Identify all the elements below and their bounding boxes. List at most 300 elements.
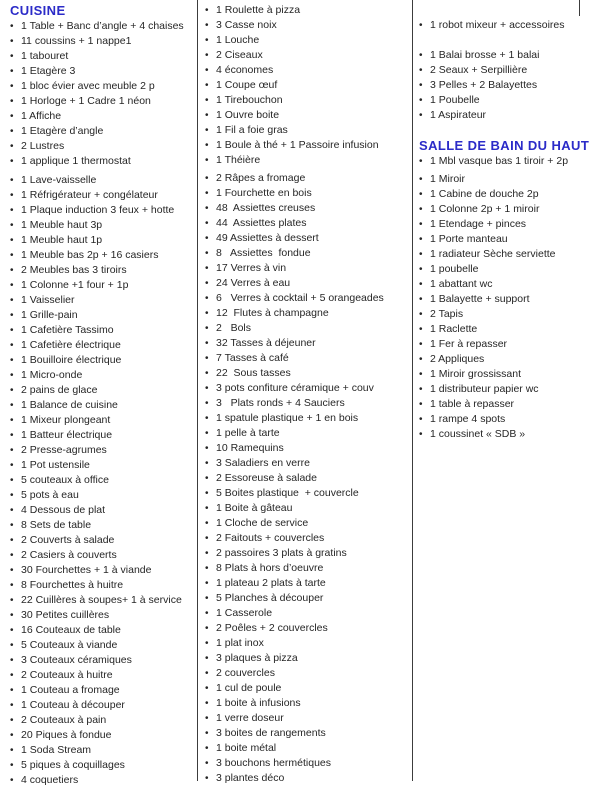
bullet-icon: •: [419, 234, 423, 245]
list-item: [205, 138, 409, 153]
bullet-icon: •: [205, 125, 209, 136]
bullet-icon: •: [10, 685, 14, 696]
bullet-icon: •: [419, 369, 423, 380]
list-item: [10, 218, 194, 233]
list-item: [10, 488, 194, 503]
list-item-text: 1 boite à infusions: [216, 697, 301, 709]
list-item: [205, 681, 409, 696]
list-item-text: 1 Porte manteau: [430, 233, 508, 245]
list-item: [10, 713, 194, 728]
bullet-icon: •: [205, 518, 209, 529]
list-item-text: 1 Fil a foie gras: [216, 124, 288, 136]
list-item-text: 1 Meuble bas 2p + 16 casiers: [21, 249, 159, 261]
column-divider: [197, 0, 198, 781]
list-item: [10, 428, 194, 443]
list-item-text: 1 boite métal: [216, 742, 277, 754]
list-item-text: 1 Poubelle: [430, 94, 480, 106]
list-item: [10, 668, 194, 683]
bullet-icon: •: [10, 81, 14, 92]
list-item: [419, 232, 601, 247]
list-item: [205, 576, 409, 591]
bullet-icon: •: [419, 339, 423, 350]
bullet-icon: •: [205, 503, 209, 514]
list-item: [205, 531, 409, 546]
bullet-icon: •: [10, 520, 14, 531]
list-item-text: 4 Dessous de plat: [21, 504, 106, 516]
list-item-text: 1 Table + Banc d’angle + 4 chaises: [21, 20, 184, 32]
list-item: [419, 382, 601, 397]
bullet-icon: •: [205, 308, 209, 319]
bullet-icon: •: [205, 20, 209, 31]
list-item: [10, 623, 194, 638]
list-item-text: 11 coussins + 1 nappe1: [21, 35, 132, 47]
list-item: [10, 698, 194, 713]
list-item-text: 1 Cloche de service: [216, 517, 309, 529]
list-item: [419, 108, 601, 123]
list-item-text: 1 Cafetière électrique: [21, 339, 121, 351]
list-item: [205, 63, 409, 78]
list-item-text: 1 Mbl vasque bas 1 tiroir + 2p: [430, 155, 569, 167]
list-item-text: 7 Tasses à café: [216, 352, 289, 364]
list-item: [205, 666, 409, 681]
bullet-icon: •: [10, 460, 14, 471]
list-item-text: 1 Boite à gâteau: [216, 502, 293, 514]
list-item-text: 1 radiateur Sèche serviette: [430, 248, 556, 260]
bullet-icon: •: [205, 728, 209, 739]
list-item-text: 2 Bols: [216, 322, 252, 334]
table-border-stub: [579, 0, 580, 16]
list-item-text: 1 Colonne +1 four + 1p: [21, 279, 129, 291]
list-item-text: 2 Ciseaux: [216, 49, 263, 61]
list-item: [205, 621, 409, 636]
bullet-icon: •: [205, 428, 209, 439]
list-item-text: 2 Seaux + Serpillière: [430, 64, 528, 76]
bullet-icon: •: [10, 715, 14, 726]
bullet-icon: •: [419, 264, 423, 275]
bullet-icon: •: [10, 610, 14, 621]
bullet-icon: •: [419, 174, 423, 185]
bullet-icon: •: [205, 683, 209, 694]
list-item: [10, 323, 194, 338]
bullet-icon: •: [205, 293, 209, 304]
bullet-icon: •: [10, 310, 14, 321]
bullet-icon: •: [10, 550, 14, 561]
list-item-text: 1 Etagère 3: [21, 65, 76, 77]
bullet-icon: •: [10, 66, 14, 77]
list-item: [205, 3, 409, 18]
list-item: [205, 771, 409, 786]
list-item: [10, 548, 194, 563]
bullet-icon: •: [10, 156, 14, 167]
list-item: [205, 306, 409, 321]
bullet-icon: •: [10, 280, 14, 291]
list-item: [419, 292, 601, 307]
list-item: [10, 94, 194, 109]
list-item: [419, 18, 601, 33]
list-item-text: 1 Mixeur plongeant: [21, 414, 111, 426]
list-item: [205, 456, 409, 471]
bullet-icon: •: [205, 35, 209, 46]
list-item-text: 2 Appliques: [430, 353, 485, 365]
list-item-text: 1 verre doseur: [216, 712, 284, 724]
list-item: [205, 351, 409, 366]
list-item: [205, 261, 409, 276]
list-item-text: 3 Casse noix: [216, 19, 277, 31]
list-item-text: 49 Assiettes à dessert: [216, 232, 319, 244]
list-item-text: 2 Couverts à salade: [21, 534, 115, 546]
bullet-icon: •: [205, 593, 209, 604]
list-item: [205, 741, 409, 756]
section-header: SALLE DE BAIN DU HAUT: [419, 138, 590, 153]
bullet-icon: •: [205, 443, 209, 454]
bullet-icon: •: [10, 760, 14, 771]
bullet-icon: •: [205, 578, 209, 589]
list-item-text: 1 Raclette: [430, 323, 478, 335]
list-item: [10, 203, 194, 218]
bullet-icon: •: [419, 324, 423, 335]
list-item-text: 6 Verres à cocktail + 5 orangeades: [216, 292, 384, 304]
list-item: [205, 291, 409, 306]
bullet-icon: •: [205, 95, 209, 106]
list-item: [10, 518, 194, 533]
list-item: [10, 293, 194, 308]
list-item-text: 1 spatule plastique + 1 en bois: [216, 412, 359, 424]
bullet-icon: •: [10, 370, 14, 381]
bullet-icon: •: [205, 638, 209, 649]
bullet-icon: •: [205, 5, 209, 16]
list-item: [205, 696, 409, 711]
list-item-text: 1 tabouret: [21, 50, 69, 62]
list-item: [205, 501, 409, 516]
list-item-text: 8 Sets de table: [21, 519, 92, 531]
list-item-text: 2 Râpes a fromage: [216, 172, 306, 184]
bullet-icon: •: [10, 250, 14, 261]
list-item-text: 5 piques à coquillages: [21, 759, 125, 771]
list-item-text: 1 rampe 4 spots: [430, 413, 506, 425]
list-item-text: 1 Etagère d’angle: [21, 125, 104, 137]
list-item-text: 1 Etendage + pinces: [430, 218, 527, 230]
bullet-icon: •: [10, 430, 14, 441]
bullet-icon: •: [205, 65, 209, 76]
bullet-icon: •: [10, 36, 14, 47]
list-item-text: 1 Cabine de douche 2p: [430, 188, 539, 200]
bullet-icon: •: [205, 758, 209, 769]
list-item-text: 1 Fer à repasser: [430, 338, 508, 350]
list-item-text: 1 Coupe œuf: [216, 79, 278, 91]
list-item: [10, 503, 194, 518]
bullet-icon: •: [10, 775, 14, 786]
list-item-text: 5 Planches à découper: [216, 592, 324, 604]
list-item: [10, 758, 194, 773]
list-item: [419, 187, 601, 202]
bullet-icon: •: [205, 698, 209, 709]
bullet-icon: •: [205, 263, 209, 274]
list-item: [10, 653, 194, 668]
bullet-icon: •: [205, 188, 209, 199]
list-item: [10, 139, 194, 154]
list-item-text: 1 Balai brosse + 1 balai: [430, 49, 540, 61]
blank-line: [419, 3, 601, 18]
list-item-text: 1 plat inox: [216, 637, 264, 649]
list-item: [205, 216, 409, 231]
bullet-icon: •: [419, 279, 423, 290]
bullet-icon: •: [419, 309, 423, 320]
bullet-icon: •: [10, 325, 14, 336]
list-item-text: 1 Meuble haut 3p: [21, 219, 103, 231]
list-item: [205, 78, 409, 93]
list-item-text: 4 coquetiers: [21, 774, 79, 786]
list-item-text: 1 Meuble haut 1p: [21, 234, 103, 246]
list-item: [205, 18, 409, 33]
list-item: [10, 383, 194, 398]
list-item: [205, 48, 409, 63]
list-item: [10, 368, 194, 383]
bullet-icon: •: [419, 80, 423, 91]
list-item: [419, 247, 601, 262]
bullet-icon: •: [10, 400, 14, 411]
list-item: [419, 367, 601, 382]
list-item: [205, 33, 409, 48]
list-item-text: 5 Couteaux à viande: [21, 639, 118, 651]
list-item: [10, 473, 194, 488]
list-item-text: 2 Presse-agrumes: [21, 444, 107, 456]
list-item-text: 1 Horloge + 1 Cadre 1 néon: [21, 95, 151, 107]
bullet-icon: •: [205, 50, 209, 61]
list-item: [10, 109, 194, 124]
list-item: [10, 233, 194, 248]
list-item-text: 1 cul de poule: [216, 682, 282, 694]
bullet-icon: •: [205, 398, 209, 409]
list-item: [419, 412, 601, 427]
list-item-text: 24 Verres à eau: [216, 277, 291, 289]
bullet-icon: •: [205, 563, 209, 574]
bullet-icon: •: [10, 205, 14, 216]
list-item: [10, 308, 194, 323]
list-item: [10, 338, 194, 353]
list-item: [10, 263, 194, 278]
list-item-text: 3 plaques à pizza: [216, 652, 298, 664]
list-item: [419, 427, 601, 442]
list-item: [419, 93, 601, 108]
bullet-icon: •: [205, 203, 209, 214]
bullet-icon: •: [10, 96, 14, 107]
bullet-icon: •: [10, 580, 14, 591]
bullet-icon: •: [205, 338, 209, 349]
list-item: [205, 321, 409, 336]
list-item-text: 8 Plats à hors d’oeuvre: [216, 562, 324, 574]
bullet-icon: •: [10, 535, 14, 546]
bullet-icon: •: [10, 340, 14, 351]
list-item-text: 1 table à repasser: [430, 398, 515, 410]
list-item: [205, 486, 409, 501]
list-item-text: 1 Plaque induction 3 feux + hotte: [21, 204, 175, 216]
list-item: [10, 608, 194, 623]
list-item-text: 2 Couteaux à pain: [21, 714, 107, 726]
list-item: [205, 246, 409, 261]
list-item: [10, 173, 194, 188]
column-divider: [412, 0, 413, 781]
list-item-text: 1 Colonne 2p + 1 miroir: [430, 203, 540, 215]
bullet-icon: •: [205, 233, 209, 244]
inventory-column-cuisine-2: [205, 3, 409, 786]
bullet-icon: •: [419, 399, 423, 410]
list-item-text: 1 Couteau a fromage: [21, 684, 120, 696]
bullet-icon: •: [419, 110, 423, 121]
bullet-icon: •: [205, 458, 209, 469]
list-item: [10, 154, 194, 169]
list-item-text: 32 Tasses à déjeuner: [216, 337, 316, 349]
list-item-text: 1 Balayette + support: [430, 293, 530, 305]
list-item-text: 1 Pot ustensile: [21, 459, 90, 471]
bullet-icon: •: [205, 80, 209, 91]
bullet-icon: •: [205, 533, 209, 544]
list-item-text: 1 Miroir grossissant: [430, 368, 522, 380]
list-item-text: 2 Faitouts + couvercles: [216, 532, 325, 544]
bullet-icon: •: [10, 565, 14, 576]
list-item: [10, 773, 194, 788]
list-item: [205, 756, 409, 771]
list-item-text: 3 plantes déco: [216, 772, 285, 784]
bullet-icon: •: [10, 265, 14, 276]
list-item: [205, 591, 409, 606]
bullet-icon: •: [10, 235, 14, 246]
list-item-text: 1 Affiche: [21, 110, 62, 122]
list-item: [419, 217, 601, 232]
bullet-icon: •: [10, 126, 14, 137]
list-item-text: 2 Tapis: [430, 308, 464, 320]
list-item: [10, 64, 194, 79]
bullet-icon: •: [419, 156, 423, 167]
bullet-icon: •: [205, 488, 209, 499]
list-item-text: 30 Fourchettes + 1 à viande: [21, 564, 152, 576]
list-item-text: 3 boites de rangements: [216, 727, 326, 739]
list-item-text: 3 Saladiers en verre: [216, 457, 310, 469]
bullet-icon: •: [205, 548, 209, 559]
list-item: [10, 638, 194, 653]
bullet-icon: •: [205, 110, 209, 121]
list-item-text: 2 passoires 3 plats à gratins: [216, 547, 347, 559]
list-item: [419, 262, 601, 277]
list-item: [419, 154, 601, 169]
list-item-text: 2 Essoreuse à salade: [216, 472, 317, 484]
blank-line: [419, 123, 601, 138]
bullet-icon: •: [419, 384, 423, 395]
list-item-text: 2 Poêles + 2 couvercles: [216, 622, 328, 634]
bullet-icon: •: [10, 295, 14, 306]
bullet-icon: •: [10, 445, 14, 456]
list-item-text: 48 Assiettes creuses: [216, 202, 316, 214]
list-item-text: 1 abattant wc: [430, 278, 493, 290]
list-item: [205, 411, 409, 426]
list-item: [10, 19, 194, 34]
list-item: [10, 413, 194, 428]
list-item-text: 3 pots confiture céramique + couv: [216, 382, 374, 394]
list-item: [205, 561, 409, 576]
bullet-icon: •: [205, 608, 209, 619]
list-item: [205, 546, 409, 561]
blank-line: [419, 33, 601, 48]
list-item: [10, 728, 194, 743]
list-item: [205, 93, 409, 108]
list-item: [10, 353, 194, 368]
list-item: [10, 683, 194, 698]
bullet-icon: •: [205, 713, 209, 724]
list-item: [419, 172, 601, 187]
list-item-text: 1 poubelle: [430, 263, 479, 275]
bullet-icon: •: [10, 595, 14, 606]
bullet-icon: •: [10, 175, 14, 186]
list-item: [205, 336, 409, 351]
bullet-icon: •: [205, 413, 209, 424]
list-item: [10, 124, 194, 139]
list-item-text: 1 robot mixeur + accessoires: [430, 19, 565, 31]
list-item-text: 2 Casiers à couverts: [21, 549, 117, 561]
list-item: [205, 726, 409, 741]
list-item-text: 8 Assiettes fondue: [216, 247, 311, 259]
list-item: [205, 123, 409, 138]
list-item: [10, 458, 194, 473]
list-item: [205, 231, 409, 246]
list-item-text: 8 Fourchettes à huitre: [21, 579, 124, 591]
bullet-icon: •: [419, 65, 423, 76]
bullet-icon: •: [10, 505, 14, 516]
list-item: [10, 34, 194, 49]
bullet-icon: •: [419, 354, 423, 365]
bullet-icon: •: [205, 653, 209, 664]
bullet-icon: •: [419, 249, 423, 260]
bullet-icon: •: [419, 20, 423, 31]
bullet-icon: •: [419, 204, 423, 215]
bullet-icon: •: [205, 278, 209, 289]
list-item-text: 30 Petites cuillères: [21, 609, 110, 621]
bullet-icon: •: [419, 189, 423, 200]
bullet-icon: •: [10, 220, 14, 231]
bullet-icon: •: [10, 640, 14, 651]
bullet-icon: •: [10, 355, 14, 366]
list-item: [205, 711, 409, 726]
bullet-icon: •: [419, 414, 423, 425]
list-item: [419, 307, 601, 322]
bullet-icon: •: [205, 323, 209, 334]
list-item: [205, 606, 409, 621]
bullet-icon: •: [419, 429, 423, 440]
list-item-text: 1 Grille-pain: [21, 309, 78, 321]
bullet-icon: •: [419, 95, 423, 106]
bullet-icon: •: [10, 475, 14, 486]
bullet-icon: •: [205, 773, 209, 784]
list-item-text: 1 Micro-onde: [21, 369, 83, 381]
list-item: [10, 49, 194, 64]
bullet-icon: •: [205, 140, 209, 151]
bullet-icon: •: [10, 141, 14, 152]
bullet-icon: •: [205, 368, 209, 379]
list-item-text: 1 Fourchette en bois: [216, 187, 312, 199]
bullet-icon: •: [10, 111, 14, 122]
list-item-text: 5 pots à eau: [21, 489, 79, 501]
list-item-text: 1 coussinet « SDB »: [430, 428, 526, 440]
list-item: [419, 352, 601, 367]
list-item-text: 3 Pelles + 2 Balayettes: [430, 79, 538, 91]
list-item-text: 22 Cuillères à soupes+ 1 à service: [21, 594, 182, 606]
bullet-icon: •: [10, 670, 14, 681]
list-item-text: 2 pains de glace: [21, 384, 98, 396]
list-item-text: 1 pelle à tarte: [216, 427, 280, 439]
list-item-text: 1 Réfrigérateur + congélateur: [21, 189, 158, 201]
list-item-text: 16 Couteaux de table: [21, 624, 121, 636]
bullet-icon: •: [10, 21, 14, 32]
bullet-icon: •: [205, 353, 209, 364]
bullet-icon: •: [10, 655, 14, 666]
